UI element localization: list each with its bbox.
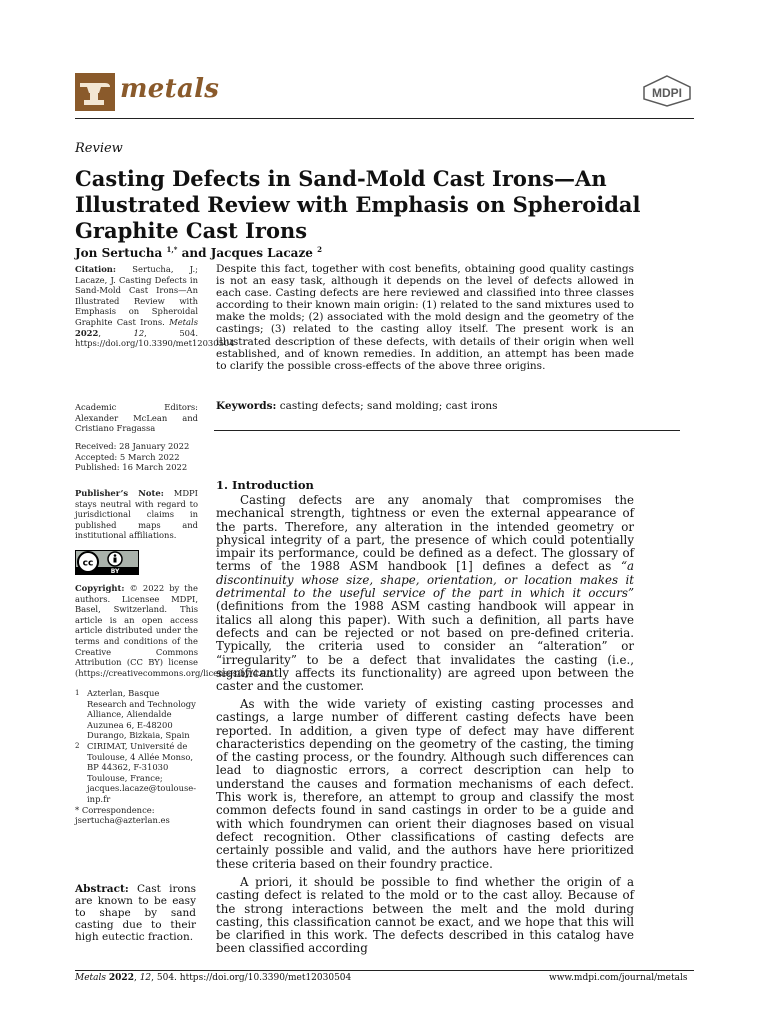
received-date: Received: 28 January 2022 [75,441,190,451]
editors-text: Alexander McLean and Cristiano Fragassa [75,412,198,434]
footer-volume: 12 [139,973,152,983]
author-name: Jon Sertucha [75,246,163,260]
cc-label: cc [82,558,94,569]
academic-editors [75,402,198,434]
citation-label: Citation: [75,264,116,274]
journal-url-link[interactable]: www.mdpi.com/journal/metals [549,973,688,983]
author-list [75,245,322,260]
abstract-label: Abstract: [75,883,129,895]
citation-block: Citation: Sertucha, J.; Lacaze, J. Casting Defects in Sand-Mold Cast Irons—An Illustrated Review with Emphasis on Spheroidal Graphite Cast Irons. Metals 2022, 12, 504. https://doi.org/10.3390/met12030504 [75,264,235,349]
keywords-label: Keywords: [216,400,277,412]
footer-year: 2022 [108,973,134,983]
paragraph-text: (definitions from the 1988 ASM casting handbook will appear in italics all along this paper). With such a definition, all parts have defects and can be rejected or not based on pre-defined criteria. Typically, the criteria used to consider an “alteration” or “irregularity” to be a defect that invalidates the casting (i.e., significantly affects its functionality) are agreed upon between the caster and the customer. [216,599,634,694]
citation-doi-link[interactable]: , 504. https://doi.org/10.3390/met12030504 [75,327,235,349]
footer-citation: Metals 2022, 12, 504. https://doi.org/10.3390/met12030504 [75,973,352,983]
footer-journal: Metals [75,973,107,983]
editors-label: Academic Editors: [75,402,198,412]
publisher-note [75,488,198,541]
affiliation-text: CIRIMAT, Université de Toulouse, 4 Allée Monso, BP 44362, F-31030 Toulouse, France; jacques.lacaze@toulouse-inp.fr [87,740,197,804]
article-type: Review [75,141,123,156]
citation-volume: 12 [133,327,145,338]
article-title: Casting Defects in Sand-Mold Cast Irons—An Illustrated Review with Emphasis on Spheroidal Graphite Cast Irons [75,166,641,243]
cc-by-label: BY [110,568,120,575]
mdpi-logo-icon [641,75,693,107]
affiliation-number: 1 [75,689,80,697]
paragraph-text: Casting defects are any anomaly that compromises the mechanical strength, tightness or even the external appearance of the parts. Therefore, any alteration in the intended geometry or physical integrity of a part, the presence of which could potentially impair its performance, could be defined as a defect. The glossary of terms of the 1988 ASM handbook [1] defines a defect as [216,493,634,574]
journal-logo-icon [75,73,115,111]
affiliation-item [75,688,198,741]
copyright-label: Copyright: [75,583,125,593]
accepted-date: Accepted: 5 March 2022 [75,451,180,462]
citation-journal: Metals [169,316,198,327]
footer-doi-link[interactable]: , 504. https://doi.org/10.3390/met12030504 [151,973,352,983]
abstract-start [75,883,196,943]
affiliation-number: 2 [75,741,80,750]
article-dates [75,441,198,473]
affiliation-text: Azterlan, Basque Research and Technology Alliance, Aliendalde Auzunea 6, E-48200 Durango, Bizkaia, Spain [87,688,196,741]
paragraph [216,494,634,693]
keywords [216,400,634,412]
published-date: Published: 16 March 2022 [75,462,188,473]
affiliations [75,688,198,826]
footer-divider [75,970,694,971]
keywords-text: casting defects; sand molding; cast irons [279,400,498,412]
cc-by-icon[interactable] [75,550,139,575]
correspondence: * Correspondence: jsertucha@azterlan.es [75,804,170,826]
header-divider [75,118,694,119]
paragraph-text: As with the wide variety of existing casting processes and castings, a large number of different casting defects have been reported. In addition, a given type of defect may have different characteristics depending on the geometry of the casting, the timing of the casting process, or the foundry. Although such differences can lead to diagnostic errors, a correct description can help to understand the causes and formation mechanisms of each defect. This work is, therefore, an attempt to group and classify the most common defects found in sand castings in order to be a guide and with which foundrymen can orient their diagnoses based on visual defect recognition. Other classifications of casting defects are certainly possible and valid, and the authors have here prioritized these criteria based on their foundry practice. [216,697,634,871]
abstract-text: Cast irons are known to be easy to shape by sand casting due to their high eutectic fraction. [75,883,196,943]
citation-text: Sertucha, J.; Lacaze, J. Casting Defects in Sand-Mold Cast Irons—An Illustrated Review with Emphasis on Spheroidal Graphite Cast Irons. [75,264,198,327]
author-conjunction: and [181,246,207,260]
publisher-note-text: MDPI stays neutral with regard to jurisdictional claims in published maps and institutional affiliations. [75,488,198,541]
citation-year: 2022 [75,327,99,338]
author-affiliation-marker: 2 [317,245,322,254]
quoted-definition: “a discontinuity whose size, shape, orientation, or location makes it detrimental to the useful service of the part in which it occurs” [216,559,635,601]
paragraph [216,698,634,871]
paragraph [216,876,634,956]
copyright-notice [75,583,275,678]
abstract-continuation: Despite this fact, together with cost benefits, obtaining good quality castings is not an easy task, although it depends on the level of defects allowed in each case. Casting defects are here reviewed and classified into three classes according to their known main origin: (1) related to the sand mixtures used to make the molds; (2) associated with the mold design and the geometry of the castings; (3) related to the casting alloy itself. The present work is an illustrated description of these defects, with details of their origin when well established, and of known remedies. In addition, an attempt has been made to clarify the possible cross-effects of the above three origins. [216,263,634,372]
copyright-text: © 2022 by the authors. Licensee MDPI, Basel, Switzerland. This article is an open access article distributed under the terms and conditions of the Creative Commons Attribution (CC BY) license (https://creativecommons.org/licenses/by/4.0/). [75,583,275,678]
affiliation-item [75,741,198,805]
author-name: Jacques Lacaze [210,246,313,260]
keywords-divider [214,430,680,431]
section-heading: 1. Introduction [216,478,314,492]
publisher-name: MDPI [652,86,682,100]
author-affiliation-marker: 1,* [166,245,178,254]
paragraph-text: A priori, it should be possible to find whether the origin of a casting defect is related to the mold or to the cast alloy. Because of the strong interactions between the melt and the mold during casting, this classification cannot be exact, and we hope that this will be clarified in this work. The defects described in this catalog have been classified according [216,875,634,956]
publisher-note-label: Publisher’s Note: [75,488,164,498]
journal-name: metals [120,74,220,104]
